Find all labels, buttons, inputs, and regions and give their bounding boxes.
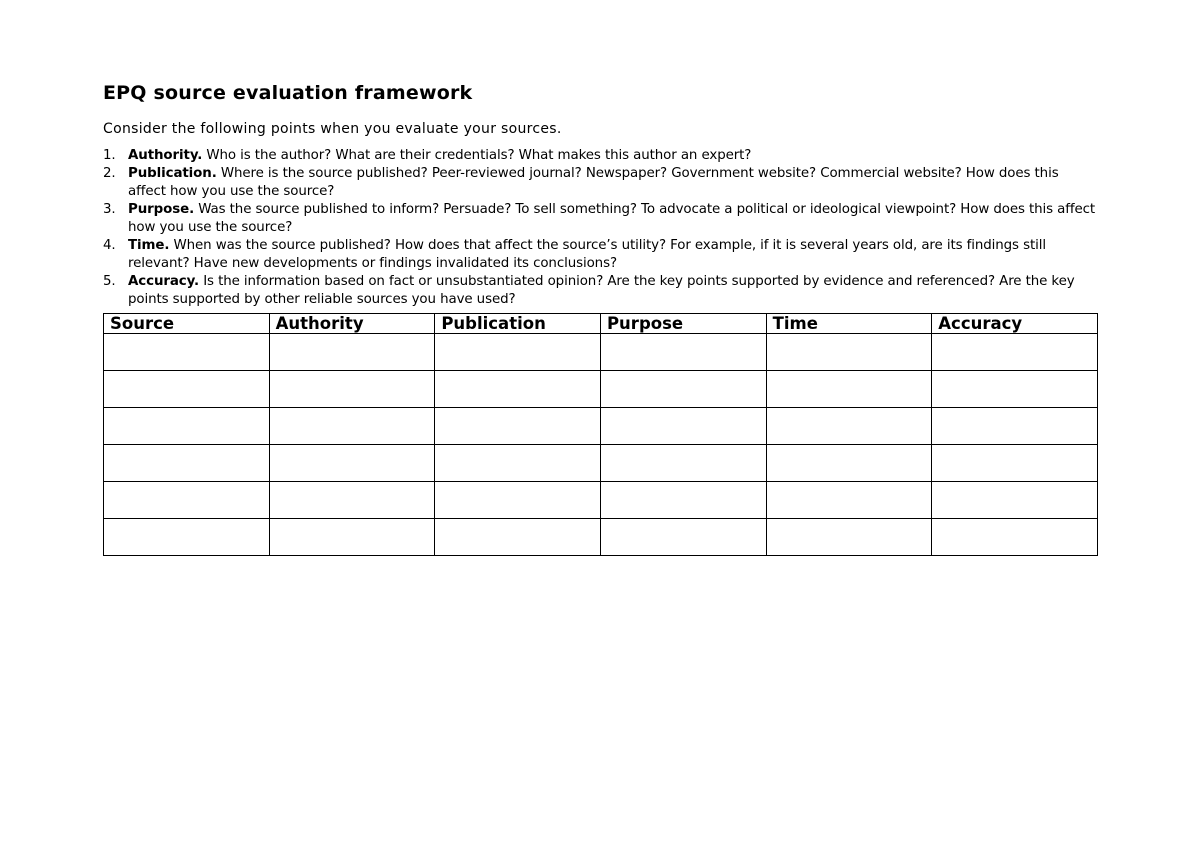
table-cell[interactable]	[435, 519, 601, 556]
criterion-term: Publication.	[128, 166, 217, 181]
table-row	[104, 334, 1098, 371]
column-header-accuracy: Accuracy	[932, 314, 1098, 334]
table-cell[interactable]	[435, 482, 601, 519]
criterion-text: Is the information based on fact or unsubstantiated opinion? Are the key points supported by evidence and referenced? Are the key points supported by other reliable sources you have used?	[128, 274, 1075, 307]
criterion-text: Where is the source published? Peer-reviewed journal? Newspaper? Government website? Commercial website? How does this affect how you use the source?	[128, 166, 1059, 199]
column-header-publication: Publication	[435, 314, 601, 334]
table-cell[interactable]	[104, 482, 270, 519]
list-number: 5.	[103, 274, 116, 289]
criterion-term: Purpose.	[128, 202, 195, 217]
page-title: EPQ source evaluation framework	[103, 82, 473, 104]
table-cell[interactable]	[600, 371, 766, 408]
table-cell[interactable]	[269, 408, 435, 445]
column-header-source: Source	[104, 314, 270, 334]
table-cell[interactable]	[104, 519, 270, 556]
table-cell[interactable]	[766, 482, 932, 519]
table-row	[104, 445, 1098, 482]
list-item-purpose	[103, 201, 1098, 237]
table-cell[interactable]	[435, 334, 601, 371]
list-item-accuracy	[103, 273, 1098, 309]
table-cell[interactable]	[269, 519, 435, 556]
table-cell[interactable]	[600, 408, 766, 445]
criterion-text: Who is the author? What are their credentials? What makes this author an expert?	[202, 148, 752, 163]
table-body	[104, 334, 1098, 556]
table-row	[104, 519, 1098, 556]
criterion-term: Accuracy.	[128, 274, 200, 289]
table-cell[interactable]	[932, 482, 1098, 519]
list-number: 4.	[103, 238, 116, 253]
table-cell[interactable]	[766, 334, 932, 371]
table-cell[interactable]	[269, 445, 435, 482]
table-cell[interactable]	[766, 519, 932, 556]
table-cell[interactable]	[932, 445, 1098, 482]
column-header-time: Time	[766, 314, 932, 334]
table-row	[104, 371, 1098, 408]
table-cell[interactable]	[435, 408, 601, 445]
table-cell[interactable]	[104, 408, 270, 445]
table-cell[interactable]	[766, 408, 932, 445]
table-cell[interactable]	[269, 371, 435, 408]
table-cell[interactable]	[932, 371, 1098, 408]
table-row	[104, 408, 1098, 445]
list-item-authority	[103, 147, 1098, 165]
table-cell[interactable]	[435, 445, 601, 482]
table-cell[interactable]	[600, 482, 766, 519]
table-cell[interactable]	[104, 445, 270, 482]
column-header-purpose: Purpose	[600, 314, 766, 334]
table-cell[interactable]	[932, 334, 1098, 371]
table-cell[interactable]	[104, 371, 270, 408]
table-cell[interactable]	[435, 371, 601, 408]
list-item-time	[103, 237, 1098, 273]
table-cell[interactable]	[104, 334, 270, 371]
document-page	[103, 80, 1098, 556]
table-cell[interactable]	[932, 408, 1098, 445]
column-header-authority: Authority	[269, 314, 435, 334]
table-cell[interactable]	[269, 334, 435, 371]
table-row	[104, 482, 1098, 519]
table-header-row	[104, 314, 1098, 334]
table-cell[interactable]	[932, 519, 1098, 556]
criterion-term: Authority.	[128, 148, 203, 163]
criterion-term: Time.	[128, 238, 170, 253]
list-number: 1.	[103, 148, 116, 163]
table-cell[interactable]	[600, 519, 766, 556]
criterion-text: When was the source published? How does that affect the source’s utility? For example, if it is several years old, are its findings still relevant? Have new developments or findings invalidated its conclusions?	[128, 238, 1046, 271]
criteria-list	[103, 147, 1098, 309]
list-number: 2.	[103, 166, 116, 181]
criterion-text: Was the source published to inform? Persuade? To sell something? To advocate a political or ideological viewpoint? How does this affect how you use the source?	[128, 202, 1096, 235]
table-cell[interactable]	[600, 445, 766, 482]
table-cell[interactable]	[600, 334, 766, 371]
intro-text: Consider the following points when you evaluate your sources.	[103, 121, 562, 137]
table-cell[interactable]	[269, 482, 435, 519]
table-cell[interactable]	[766, 371, 932, 408]
list-item-publication	[103, 165, 1098, 201]
list-number: 3.	[103, 202, 116, 217]
evaluation-table	[103, 313, 1098, 556]
table-cell[interactable]	[766, 445, 932, 482]
